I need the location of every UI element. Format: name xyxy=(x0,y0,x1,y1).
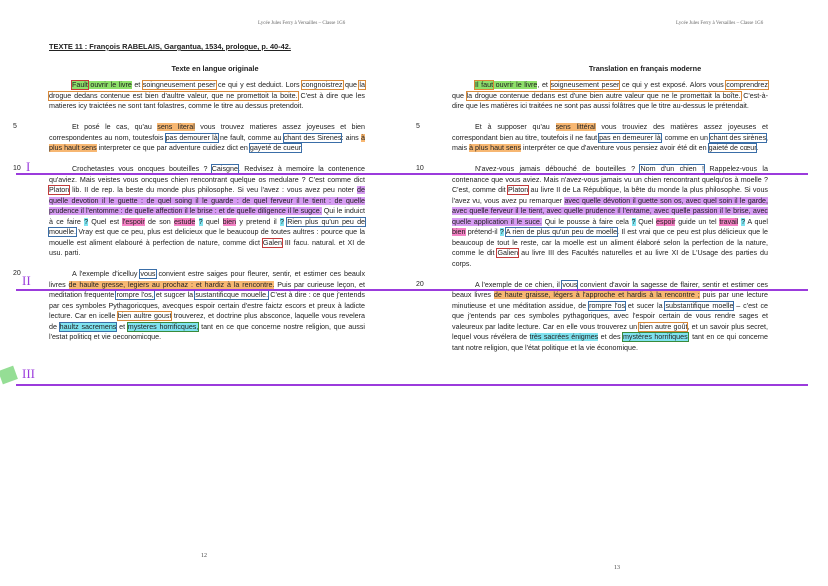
modern-translation-column xyxy=(416,80,769,353)
text-run: , tant en ce qui concerne tant notre religion, que l'état politique et la vie économique. xyxy=(452,333,768,352)
text-run: , et un savoir plus secret, lequel vous révélera de xyxy=(452,322,768,341)
annotated-phrase: de quelle devotion il le guette : de quel soing il le guarde : de quel ferveur il le tient : de quelle prudence il l'entomme : de quelle affection il le brise : et de quelle diligence il le sugce. xyxy=(49,186,365,215)
text-run: puis par une lecture minutieuse et une méditation assidue, de xyxy=(452,291,768,310)
text-run: Et à supposer qu'au xyxy=(475,123,556,131)
text-run: et sucer la xyxy=(625,301,666,310)
annotated-phrase: bien autre goût xyxy=(639,322,688,331)
paragraph xyxy=(452,80,768,112)
text-run: Rappelez-vous la contenance que vous aviez. Mais n'avez-vous jamais vu un chien rencontrant quelqu'os à moelle ? C'est, comme dit xyxy=(452,165,768,194)
annotated-phrase: bien xyxy=(452,228,466,236)
text-run: que xyxy=(342,81,360,89)
annotated-phrase: sustantificque mouelle. xyxy=(195,291,269,299)
annotated-phrase: Galen xyxy=(262,238,282,247)
text-run: ne fault, comme au xyxy=(217,133,284,142)
document-title: TEXTE 11 : François RABELAIS, Gargantua, 1534, prologue, p. 40-42. xyxy=(49,42,291,51)
annotated-phrase: chant des sirènes xyxy=(710,133,767,142)
text-run: . Il est vrai que ce peu est plus délicieux que le beaucoup de tout le reste, car la moelle est un aliment élaboré selon la perfection de la nature, comme le dit xyxy=(452,228,768,257)
annotated-phrase: rompre l'os xyxy=(589,301,626,310)
annotated-phrase: ouvrir le livre xyxy=(87,81,132,89)
section-divider xyxy=(16,384,808,386)
annotated-phrase: Nom d'un chien ! xyxy=(640,165,705,173)
text-run: au livre II de La République, la bête du monde la plus philosophe. Si vous l'avez vu, vous avez pu remarquer xyxy=(452,186,768,205)
annotated-phrase: l'espoir xyxy=(122,217,145,226)
text-run: convient estre saiges pour fleurer, sentir, et estimer ces beaulx livres xyxy=(49,270,366,289)
annotated-phrase: gayeté de cueur xyxy=(249,144,301,152)
annotated-phrase: bien xyxy=(222,217,237,226)
text-run: interpreter ce que par adventure cuidiez dict en xyxy=(96,144,250,152)
annotated-phrase: travail xyxy=(719,217,739,226)
annotated-phrase: très sacrées énigmes xyxy=(529,333,599,341)
running-header-left: Lycée Jules Ferry à Versailles – Classe 1G6 xyxy=(258,21,346,26)
margin-label-two: II xyxy=(22,273,31,288)
text-run: Puis par curieuse leçon, et meditation frequente xyxy=(49,280,365,299)
annotated-phrase: sens literal xyxy=(157,123,195,131)
text-run: . xyxy=(300,144,303,152)
annotated-phrase: ? xyxy=(499,228,504,236)
annotated-phrase: Platon xyxy=(507,186,529,194)
annotated-phrase: A rien de plus qu'un peu de moelle xyxy=(505,228,618,236)
line-number: 20 xyxy=(13,270,21,277)
annotated-phrase: ? xyxy=(741,217,746,226)
right-column-heading: Translation en français moderne xyxy=(588,64,702,73)
text-run: III facu. natural. et XI de usu. parti. xyxy=(49,238,365,257)
annotated-phrase: espoir xyxy=(656,217,676,226)
text-run: C'est à dire : ce que j'entends par ces symboles Pythagoricques, avecques espoir certain d'estre faictz escors et preux à ladicte lecture. Car en icelle xyxy=(49,291,365,320)
annotated-phrase: à plus haut sens xyxy=(469,144,522,152)
annotated-phrase: soingneusement peser xyxy=(142,81,216,89)
text-run: de son xyxy=(144,217,174,226)
annotated-phrase: pas demourer là xyxy=(165,133,218,142)
margin-label-one: I xyxy=(26,159,31,174)
annotated-phrase: haultz sacremens xyxy=(59,322,117,331)
annotated-phrase: Caisgne xyxy=(211,165,238,173)
annotated-phrase: Il faut xyxy=(475,81,494,89)
text-run: guide un tel xyxy=(675,217,720,226)
line-number: 5 xyxy=(13,123,17,130)
paragraph xyxy=(416,164,768,269)
text-run: et xyxy=(116,322,128,331)
annotated-phrase: ? xyxy=(198,217,203,226)
annotated-phrase: comprendrez xyxy=(726,81,768,89)
paragraph xyxy=(13,122,365,154)
line-number: 10 xyxy=(416,165,424,172)
page-number-left: 12 xyxy=(201,553,207,559)
text-run: et xyxy=(131,81,143,89)
text-run: . xyxy=(756,144,759,152)
line-number: 5 xyxy=(416,123,420,130)
text-run: Vray est que ce peu, plus est delicieux que le beaucoup de toutes aultres : pource que la mouelle est aliment elabouré à perfection de nature, comme dict xyxy=(49,228,365,247)
text-run: N'avez-vous jamais débouché de bouteilles ? xyxy=(475,165,641,173)
text-run: : ains xyxy=(341,133,362,142)
annotated-phrase: à plus hault sens xyxy=(49,133,365,152)
annotated-phrase: sens littéral xyxy=(555,123,596,131)
text-run: trouverez, et doctrine plus absconce, laquelle vous revelera de xyxy=(49,312,365,331)
text-run: ce qui y est exposé. Alors vous xyxy=(619,81,727,89)
annotated-phrase: la drogue contenue dedans est d'une bien autre valeur que ne le promettait la boîte. xyxy=(466,91,741,100)
text-run: Quel est xyxy=(88,217,123,226)
annotated-phrase: Platon xyxy=(49,186,70,194)
annotated-phrase: ? xyxy=(84,217,89,226)
text-run: – c'est ce que j'entends par ces symboles pythagoriques, avec l'espoir certain de vous rendre sages et valeureux par ladite lecture. Car en elle vous trouverez un xyxy=(452,301,768,331)
text-run: y pretend il xyxy=(236,217,280,226)
text-run: lib. II de rep. la beste du monde plus philosophe. Si veu l'avez : vous avez peu noter xyxy=(69,186,358,194)
annotated-phrase: de haute graisse, légers à l'approche et hardis à la rencontre ; xyxy=(493,291,700,299)
text-run: A l'exemple d'icelluy xyxy=(72,270,141,278)
annotated-phrase: substantifique moelle xyxy=(665,301,734,310)
text-run: C'est à dire que les matieres icy traictées ne sont tant folastres, comme le titre au dessus pretendoit. xyxy=(49,91,365,110)
annotated-phrase: mysteres horrificques, xyxy=(127,322,199,331)
paragraph xyxy=(49,80,365,112)
text-run: interpréter ce que d'aventure vous pensiez avoir été dit en xyxy=(521,144,709,152)
text-run: Qui le induict à ce faire xyxy=(49,207,366,226)
text-run: , comme en un xyxy=(660,133,711,142)
annotated-phrase: Galien xyxy=(497,249,519,257)
text-run: et des xyxy=(598,333,623,341)
text-run: Crochetastes vous oncques bouteilles ? xyxy=(72,165,212,173)
annotated-phrase: vous xyxy=(140,270,156,278)
text-run: au livre III des Facultés naturelles et au livre XI de L'Usage des parties du corps. xyxy=(452,249,768,268)
annotated-phrase: Fault xyxy=(72,81,88,89)
annotated-phrase: mystères horrifiques xyxy=(622,333,688,341)
text-run: ce qui y est deduict. Lors xyxy=(215,81,303,89)
annotated-phrase: bien aultre goust xyxy=(117,312,172,320)
text-run: et sugcer la xyxy=(153,291,196,299)
annotated-phrase: ouvrir le livre xyxy=(493,81,538,89)
left-column-heading: Texte en langue originale xyxy=(171,64,259,73)
margin-label-three: III xyxy=(22,366,35,381)
running-header-right: Lycée Jules Ferry à Versailles – Classe 1G6 xyxy=(676,21,764,26)
text-run: Quel xyxy=(635,217,657,226)
annotated-phrase: ? xyxy=(631,217,636,226)
page-number-right: 13 xyxy=(614,565,620,571)
annotated-phrase: de haulte gresse, legiers au prochaz : et hardiz à la rencontre. xyxy=(68,280,275,289)
paragraph xyxy=(416,122,769,154)
text-run: A quel xyxy=(745,217,768,226)
text-run: vous trouviez des matières assez joyeuses et correspondant bien au titre, toutefois il ne faut xyxy=(452,123,768,142)
text-run: Qui le pousse à faire cela xyxy=(541,217,632,226)
text-run: convient d'avoir la sagesse de flairer, sentir et estimer ces beaux livres xyxy=(452,280,768,299)
text-run: quel xyxy=(202,217,223,226)
text-run: C'est-à-dire que les matières ici traitées ne sont pas aussi folâtres que le titre au-dessus le prétendait. xyxy=(452,91,768,110)
annotated-phrase: congnoistrez xyxy=(302,81,343,89)
paragraph xyxy=(13,164,366,259)
annotated-phrase: vous xyxy=(562,280,578,289)
annotated-phrase: estude xyxy=(173,217,196,226)
text-run: que xyxy=(452,91,467,100)
annotated-phrase: Rien plus qu'un peu de mouelle. xyxy=(49,217,366,236)
highlighter-mark xyxy=(0,366,18,385)
annotated-phrase: ? xyxy=(280,217,284,226)
line-number: 10 xyxy=(13,165,21,172)
annotated-phrase: la drogue dedans contenue est bien d'aultre valeur, que ne promettoit la boite. xyxy=(49,81,365,100)
text-run: prétend-il xyxy=(465,228,500,236)
section-divider xyxy=(16,173,808,175)
text-run: , mais xyxy=(452,133,769,152)
annotated-phrase: gaieté de cœur xyxy=(708,144,757,152)
section-divider xyxy=(16,289,808,291)
annotated-phrase: rompre l'os, xyxy=(116,291,154,299)
text-run: vous trouvez matieres assez joyeuses et bien correspondentes au nom, toutesfois xyxy=(49,123,365,142)
annotated-phrase: pas en demeurer là xyxy=(599,133,661,142)
original-text-column xyxy=(13,80,366,343)
line-number: 20 xyxy=(416,280,424,288)
text-run: Et posé le cas, qu'au xyxy=(72,123,158,131)
text-run: , et xyxy=(537,81,551,89)
annotated-phrase: avec quelle dévotion il guette son os, avec quel soin il le garde, avec quelle ferveur il le tient, avec quelle prudence il l'entame, avec quelle passion il le brise, avec quelle application il le suce. xyxy=(452,196,768,226)
annotated-phrase: chant des Sirenes xyxy=(283,133,342,142)
annotated-phrase: soigneusement peser xyxy=(550,81,620,89)
text-run: . Redvisez à memoire la contenence qu'aviez. Mais veistes vous oncques chien rencontrant quelque os medulare ? C'est comme dict xyxy=(49,165,365,184)
text-run: tant en ce que concerne nostre religion, que aussi l'estat politicq et vie oeconomicque. xyxy=(49,322,365,341)
text-run: A l'exemple de ce chien, il xyxy=(475,280,563,289)
